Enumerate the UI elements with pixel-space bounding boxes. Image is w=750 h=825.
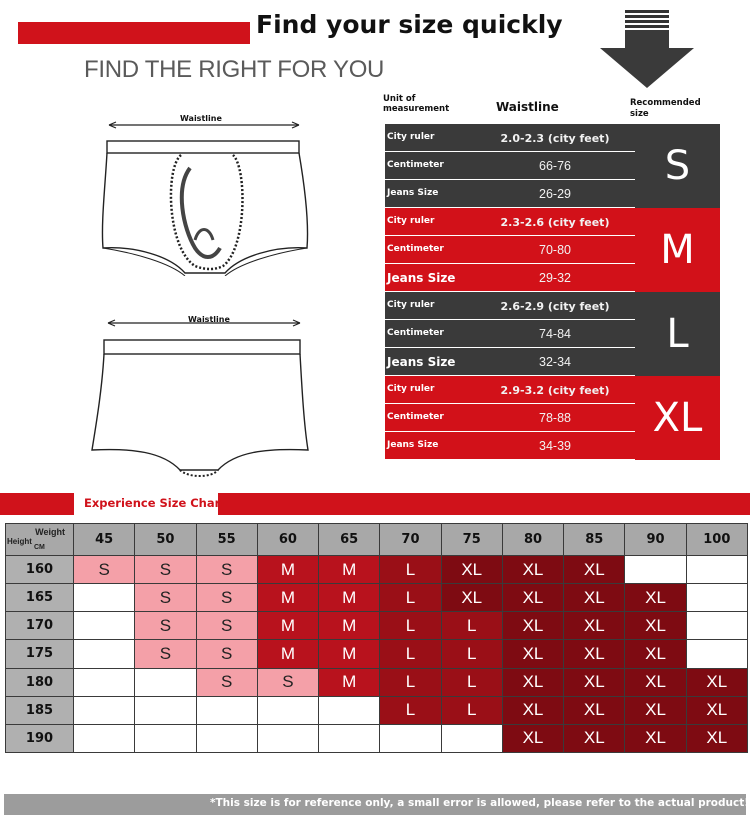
row-label: Centimeter <box>387 412 444 422</box>
row-label: Centimeter <box>387 244 444 254</box>
band-row <box>385 376 635 404</box>
weight-header: 45 <box>74 524 135 556</box>
brief-waistline-label: Waistline <box>180 114 222 123</box>
size-cell: L <box>441 612 502 640</box>
size-cell: XL <box>564 556 625 584</box>
weight-header: 65 <box>319 524 380 556</box>
table-row <box>6 640 748 668</box>
size-cell: XL <box>625 584 686 612</box>
size-cell: XL <box>564 668 625 696</box>
size-cell: XL <box>441 556 502 584</box>
size-cell: XL <box>564 724 625 752</box>
size-grid-body <box>6 556 748 753</box>
band-row <box>385 152 635 180</box>
size-cell: M <box>319 668 380 696</box>
size-cell: S <box>135 612 196 640</box>
size-cell <box>686 556 747 584</box>
chart-header-bar-right <box>218 493 750 515</box>
band-row <box>385 292 635 320</box>
size-cell: S <box>74 556 135 584</box>
experience-size-grid <box>5 523 748 753</box>
size-cell: L <box>380 640 441 668</box>
band-row <box>385 348 635 376</box>
size-cell: XL <box>686 696 747 724</box>
size-cell <box>74 668 135 696</box>
corner-weight-label: Weight <box>35 527 65 537</box>
weight-header: 90 <box>625 524 686 556</box>
row-value: 32-34 <box>539 355 571 369</box>
size-band-m <box>385 208 720 292</box>
size-cell: M <box>319 640 380 668</box>
size-cell: XL <box>502 640 563 668</box>
size-cell: XL <box>502 724 563 752</box>
table-row <box>6 724 748 752</box>
size-cell: S <box>196 640 257 668</box>
band-row <box>385 264 635 292</box>
size-reference-table <box>381 92 721 454</box>
corner-unit-label: CM <box>34 544 45 551</box>
weight-header: 85 <box>564 524 625 556</box>
row-value: 2.0-2.3 (city feet) <box>500 132 610 145</box>
size-cell: M <box>319 556 380 584</box>
size-cell: XL <box>502 612 563 640</box>
size-cell: S <box>196 668 257 696</box>
size-cell: S <box>196 584 257 612</box>
size-cell <box>257 724 318 752</box>
size-cell <box>74 640 135 668</box>
weight-header: 70 <box>380 524 441 556</box>
corner-height-label: Height <box>7 537 32 546</box>
size-letter: XL <box>652 395 703 441</box>
row-value: 2.3-2.6 (city feet) <box>500 216 610 229</box>
size-cell: XL <box>502 556 563 584</box>
size-cell <box>257 696 318 724</box>
size-cell: XL <box>564 584 625 612</box>
size-cell <box>319 724 380 752</box>
header-red-bar <box>18 22 250 44</box>
size-cell: XL <box>502 696 563 724</box>
unit-header: Unit of measurement <box>383 94 450 114</box>
size-cell <box>686 584 747 612</box>
size-cell <box>135 668 196 696</box>
band-row <box>385 208 635 236</box>
band-row <box>385 180 635 208</box>
down-arrow-icon <box>598 8 696 90</box>
size-cell <box>319 696 380 724</box>
size-cell <box>196 724 257 752</box>
row-label: Centimeter <box>387 328 444 338</box>
row-value: 2.9-3.2 (city feet) <box>500 384 610 397</box>
chart-header-bar-left <box>0 493 74 515</box>
band-row <box>385 404 635 432</box>
size-cell: S <box>196 556 257 584</box>
table-row <box>6 556 748 584</box>
size-cell: M <box>257 640 318 668</box>
height-label: 160 <box>6 556 74 584</box>
brief-illustration <box>95 108 317 276</box>
row-value: 74-84 <box>539 327 571 341</box>
size-cell: XL <box>502 668 563 696</box>
size-cell: M <box>257 584 318 612</box>
grid-corner <box>6 524 74 556</box>
size-cell: L <box>380 696 441 724</box>
weight-header: 55 <box>196 524 257 556</box>
size-cell: XL <box>502 584 563 612</box>
row-label: City ruler <box>387 384 435 394</box>
row-value: 66-76 <box>539 159 571 173</box>
weight-header-row <box>6 524 748 556</box>
size-cell: XL <box>625 696 686 724</box>
size-cell: S <box>257 668 318 696</box>
size-cell <box>74 584 135 612</box>
size-cell: XL <box>564 640 625 668</box>
size-cell: M <box>319 584 380 612</box>
size-cell <box>74 696 135 724</box>
size-cell: L <box>441 640 502 668</box>
row-label: City ruler <box>387 300 435 310</box>
height-label: 185 <box>6 696 74 724</box>
size-cell: XL <box>686 724 747 752</box>
size-letter: M <box>660 227 695 273</box>
row-value: 2.6-2.9 (city feet) <box>500 300 610 313</box>
size-cell <box>686 640 747 668</box>
row-value: 78-88 <box>539 411 571 425</box>
band-row <box>385 432 635 460</box>
row-label: Jeans Size <box>387 188 439 198</box>
size-cell: XL <box>625 640 686 668</box>
size-cell: L <box>441 696 502 724</box>
band-row <box>385 124 635 152</box>
height-label: 170 <box>6 612 74 640</box>
recommended-size-header: Recommended size <box>630 98 701 119</box>
experience-chart-title: Experience Size Chart <box>84 496 226 510</box>
size-band-l <box>385 292 720 376</box>
size-band-xl <box>385 376 720 460</box>
size-cell: XL <box>686 668 747 696</box>
size-cell: L <box>380 668 441 696</box>
height-label: 180 <box>6 668 74 696</box>
size-cell: L <box>380 556 441 584</box>
size-cell <box>135 724 196 752</box>
row-label: City ruler <box>387 132 435 142</box>
size-cell: S <box>135 556 196 584</box>
size-cell: S <box>135 584 196 612</box>
size-cell <box>74 724 135 752</box>
footer-disclaimer: *This size is for reference only, a small error is allowed, please refer to the actual product! <box>210 797 750 809</box>
size-cell <box>196 696 257 724</box>
size-letter: S <box>664 143 691 189</box>
size-cell <box>380 724 441 752</box>
row-value: 29-32 <box>539 271 571 285</box>
size-cell: L <box>441 668 502 696</box>
page-title: Find your size quickly <box>256 10 563 39</box>
size-cell: S <box>135 640 196 668</box>
size-cell: M <box>319 612 380 640</box>
size-cell: XL <box>564 612 625 640</box>
size-cell: M <box>257 556 318 584</box>
weight-header: 75 <box>441 524 502 556</box>
height-label: 165 <box>6 584 74 612</box>
row-value: 26-29 <box>539 187 571 201</box>
size-band-s <box>385 124 720 208</box>
band-row <box>385 320 635 348</box>
size-cell: L <box>380 612 441 640</box>
weight-header: 50 <box>135 524 196 556</box>
row-label: Jeans Size <box>387 271 456 285</box>
height-label: 190 <box>6 724 74 752</box>
weight-header: 100 <box>686 524 747 556</box>
row-label: City ruler <box>387 216 435 226</box>
size-cell: M <box>257 612 318 640</box>
boxer-waistline-label: Waistline <box>188 315 230 324</box>
row-label: Jeans Size <box>387 355 456 369</box>
size-cell: XL <box>625 612 686 640</box>
height-label: 175 <box>6 640 74 668</box>
size-cell: L <box>380 584 441 612</box>
row-value: 70-80 <box>539 243 571 257</box>
size-cell <box>686 612 747 640</box>
size-cell <box>135 696 196 724</box>
weight-header: 80 <box>502 524 563 556</box>
weight-header: 60 <box>257 524 318 556</box>
row-label: Centimeter <box>387 160 444 170</box>
row-value: 34-39 <box>539 439 571 453</box>
page-subtitle: FIND THE RIGHT FOR YOU <box>84 56 385 83</box>
size-cell: XL <box>625 668 686 696</box>
table-row <box>6 584 748 612</box>
size-cell <box>441 724 502 752</box>
size-cell: XL <box>564 696 625 724</box>
table-row <box>6 696 748 724</box>
table-row <box>6 612 748 640</box>
size-cell <box>74 612 135 640</box>
size-cell: S <box>196 612 257 640</box>
row-label: Jeans Size <box>387 440 439 450</box>
size-cell: XL <box>441 584 502 612</box>
boxer-illustration <box>88 310 314 480</box>
size-cell <box>625 556 686 584</box>
size-cell: XL <box>625 724 686 752</box>
table-row <box>6 668 748 696</box>
size-letter: L <box>666 311 689 357</box>
waistline-header: Waistline <box>496 100 559 114</box>
band-row <box>385 236 635 264</box>
